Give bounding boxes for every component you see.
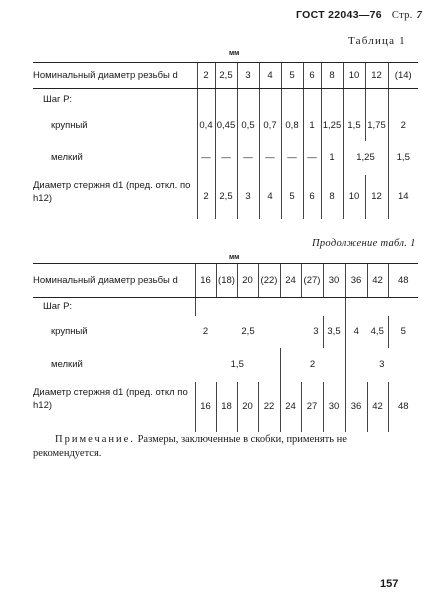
table-cell: 30: [323, 264, 345, 298]
table1-label: Номинальный диаметр резьбы d: [33, 63, 197, 89]
table-cell: 20: [237, 382, 258, 432]
table-cell: 4: [345, 316, 367, 348]
table2: [33, 263, 418, 432]
table1-row-coarse: [33, 111, 418, 141]
table2-row-diameter: [33, 264, 418, 298]
table1-row-shank: [33, 175, 418, 219]
table-cell: (18): [216, 264, 237, 298]
table-cell: 24: [280, 264, 301, 298]
page-header: [296, 9, 422, 21]
table1-row-diameter: [33, 63, 418, 89]
table2-label: мелкий: [51, 359, 83, 370]
table-cell: 5: [281, 63, 303, 89]
note-text: Размеры, заключенные в скобки, применять не рекомендуется.: [33, 434, 347, 459]
table2-row-shank: [33, 382, 418, 432]
table-cell: 3: [237, 63, 259, 89]
table-cell: 22: [258, 382, 280, 432]
table-cell: (14): [388, 63, 418, 89]
table-cell: 0,7: [259, 111, 281, 141]
table-cell: 16: [195, 382, 216, 432]
table2-row-fine: [33, 348, 418, 382]
table-cell: 3: [237, 175, 259, 219]
table-cell: 30: [323, 382, 345, 432]
table2-label: Диаметр стержня d1 (пред. откл по h12): [33, 386, 188, 411]
table-cell: 8: [321, 63, 343, 89]
table-cell: 2,5: [241, 326, 255, 337]
table-cell: 36: [345, 264, 367, 298]
table-cell: 12: [365, 175, 388, 219]
table-cell: (27): [301, 264, 323, 298]
table-cell: 3: [313, 326, 319, 337]
table2-row-pitch: [33, 298, 418, 316]
table2-label: Номинальный диаметр резьбы d: [33, 264, 195, 298]
table-cell: 4: [259, 175, 281, 219]
table-cell: 1,5: [388, 141, 418, 175]
table-cell: 10: [343, 175, 365, 219]
table-cell: 12: [365, 63, 388, 89]
table-cell: —: [197, 141, 215, 175]
table-cell: 2: [197, 175, 215, 219]
table-cell: 36: [345, 382, 367, 432]
table-note: [33, 433, 395, 461]
table-cell: 48: [388, 382, 418, 432]
table-cell: 4: [259, 63, 281, 89]
table-cell: 10: [343, 63, 365, 89]
standard-code: ГОСТ 22043—76: [296, 9, 382, 21]
table-cell: 5: [388, 316, 418, 348]
table-cell: 6: [303, 175, 321, 219]
table-cell: 1,25: [343, 141, 388, 175]
table-cell: 1,25: [321, 111, 343, 141]
table-cell: 27: [301, 382, 323, 432]
table-cell: 0,45: [215, 111, 237, 141]
page-label: Стр.: [391, 10, 413, 21]
table1-caption: Таблица 1: [348, 35, 406, 47]
table-cell: 0,5: [237, 111, 259, 141]
table-cell: —: [259, 141, 281, 175]
table-cell: 2: [197, 63, 215, 89]
table-cell: 6: [303, 63, 321, 89]
table-cell: —: [281, 141, 303, 175]
table1-row-fine: [33, 141, 418, 175]
table-cell: 24: [280, 382, 301, 432]
table-cell: (22): [258, 264, 280, 298]
page-number: 157: [380, 578, 399, 590]
table1-label: Диаметр стержня d1 (пред. откл. по h12): [33, 179, 191, 204]
table1-label: Шаг P:: [43, 94, 73, 106]
table1-label: мелкий: [51, 152, 83, 163]
table-cell: 3,5: [323, 316, 345, 348]
table2-unit: мм: [229, 254, 240, 261]
table-cell: 2: [202, 326, 209, 337]
table1-unit: мм: [229, 50, 240, 57]
table1: [33, 62, 418, 219]
table-cell: 14: [388, 175, 418, 219]
table-cell: 20: [237, 264, 258, 298]
table-cell: 8: [321, 175, 343, 219]
table2-label: Шаг P:: [43, 301, 73, 313]
table-cell: 1,75: [365, 111, 388, 141]
table-cell: 2,5: [215, 63, 237, 89]
table-cell: —: [303, 141, 321, 175]
table2-caption: Продолжение табл. 1: [312, 238, 416, 249]
table1-row-pitch: [33, 89, 418, 111]
table-cell: 18: [216, 382, 237, 432]
table-cell: —: [237, 141, 259, 175]
table-cell: 16: [195, 264, 216, 298]
table-cell: 42: [367, 264, 388, 298]
note-label: Примечание.: [55, 434, 135, 445]
table1-label: крупный: [51, 120, 88, 131]
page-index: 7: [416, 10, 423, 21]
table-cell: 48: [388, 264, 418, 298]
table-cell: 1: [321, 141, 343, 175]
table-cell: —: [215, 141, 237, 175]
table2-row-coarse: [33, 316, 418, 348]
table-cell: 2: [280, 348, 345, 382]
table-cell: 2: [388, 111, 418, 141]
table-cell: 1,5: [343, 111, 365, 141]
table-cell: 2,5: [215, 175, 237, 219]
table-cell: 42: [367, 382, 388, 432]
table-cell: 4,5: [370, 326, 384, 337]
table-cell: 5: [281, 175, 303, 219]
table-cell: 3: [345, 348, 418, 382]
table-cell: 1,5: [230, 359, 244, 370]
table2-label: крупный: [51, 326, 88, 337]
table-cell: 0,4: [197, 111, 215, 141]
table-cell: 1: [303, 111, 321, 141]
table-cell: 0,8: [281, 111, 303, 141]
